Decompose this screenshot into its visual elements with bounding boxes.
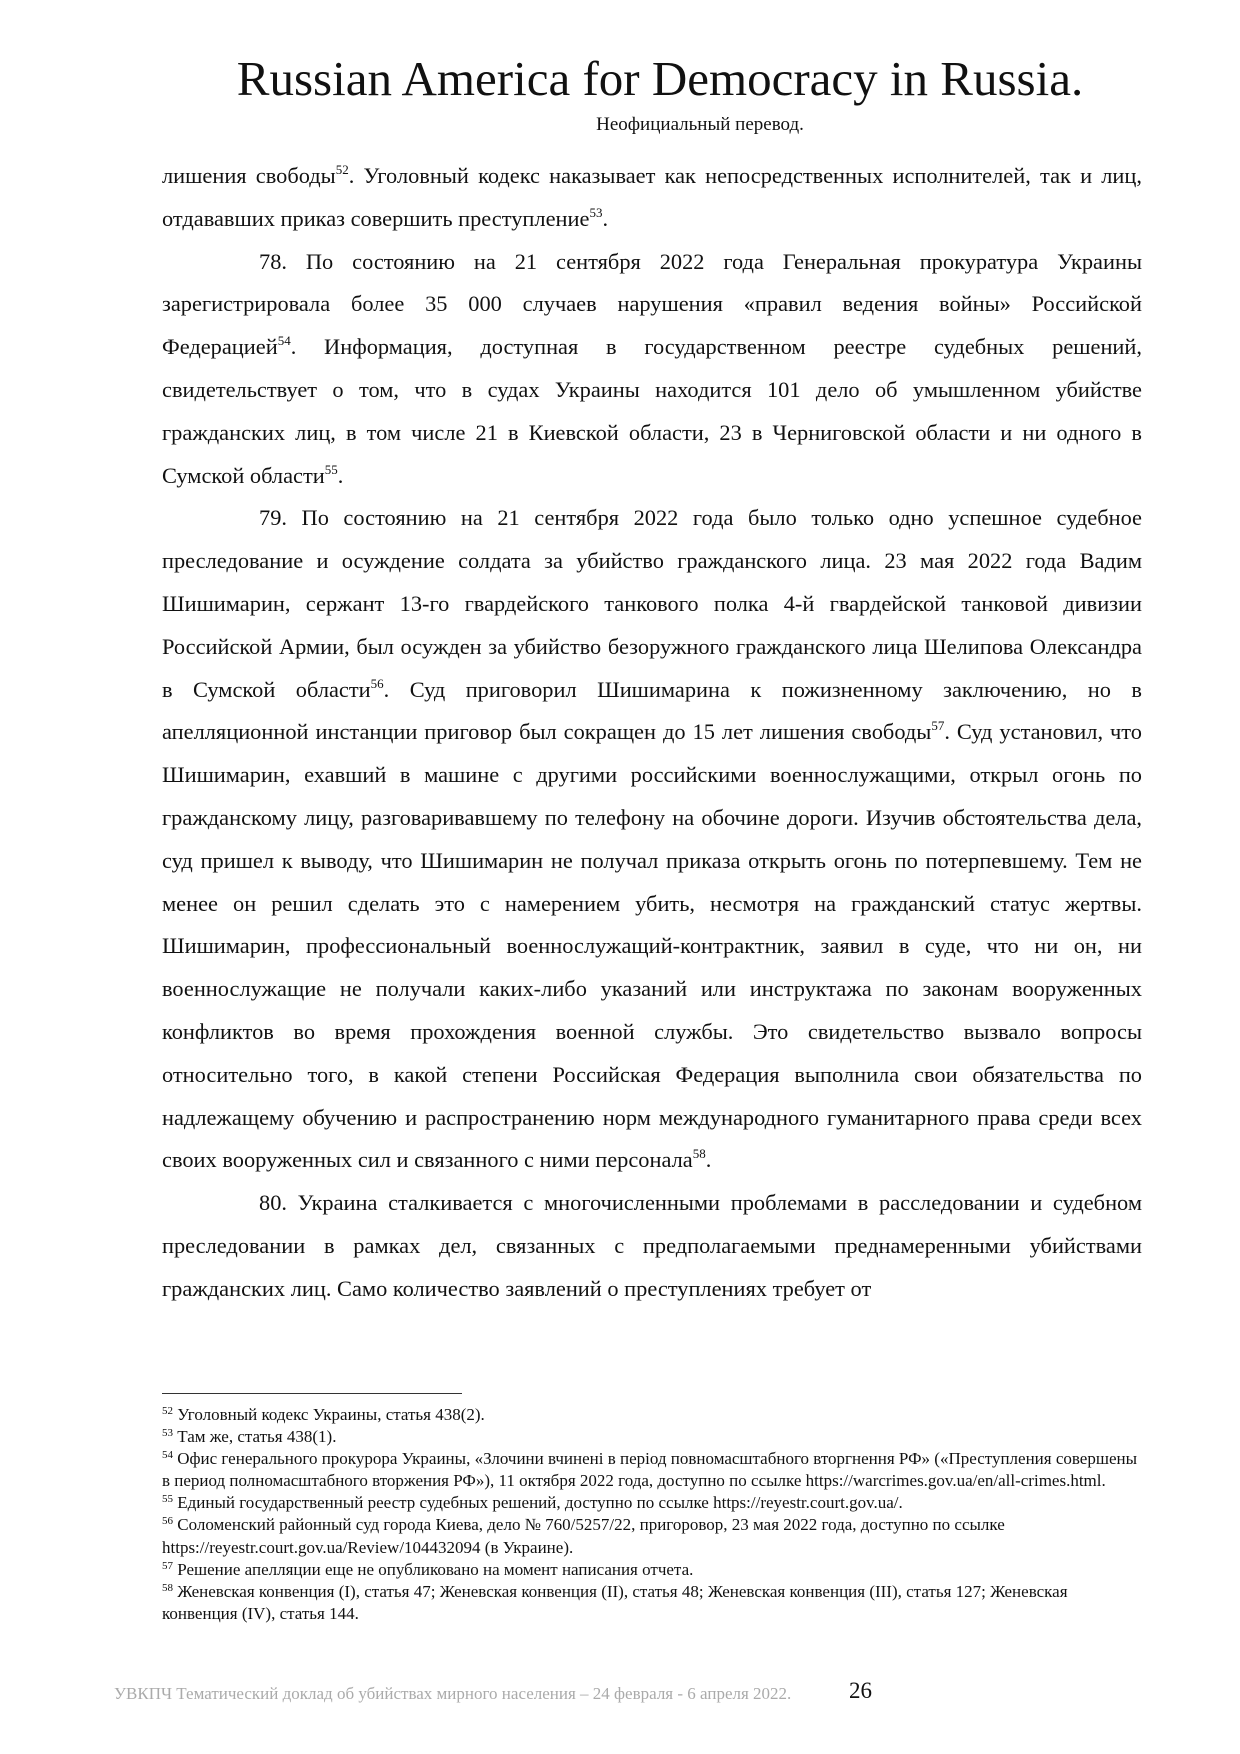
footnote-number: 57: [162, 1559, 173, 1572]
footnote-number: 56: [162, 1515, 173, 1528]
footnote-53: [162, 1426, 1142, 1448]
footnote-ref[interactable]: 57: [931, 718, 945, 734]
footnote-number: 58: [162, 1581, 173, 1594]
page-number: 26: [849, 1678, 872, 1703]
text-run: .: [337, 462, 344, 488]
text-run: . Суд приговорил Шишимарина к пожизненному заключению, но в апелляционной инстанции приговор был сокращен до 15 лет лишения свободы: [162, 676, 1142, 745]
footnote-ref[interactable]: 52: [335, 162, 349, 177]
footnote-ref[interactable]: 53: [589, 204, 603, 220]
footnotes: [162, 1404, 1142, 1625]
paragraph-78: [162, 241, 1142, 498]
footnote-ref[interactable]: 56: [370, 675, 384, 691]
footnote-58: [162, 1581, 1142, 1625]
text-run: лишения свободы: [162, 163, 336, 188]
header-title: Russian America for Democracy in Russia.: [236, 51, 1084, 106]
paragraph-continuation: [162, 155, 1142, 241]
footnote-54: [162, 1448, 1142, 1492]
footnote-separator: [162, 1393, 462, 1394]
footnote-57: [162, 1559, 1142, 1581]
text-run: 78. По состоянию на 21 сентября 2022 года Генеральная прокуратура Украины зарегистрировала более 35 000 случаев нарушения «правил ведения войны» Российской Федерацией: [162, 248, 1142, 360]
body-text: [162, 155, 1142, 1311]
header-subtitle: Неофициальный перевод.: [596, 114, 804, 135]
footnote-text: Там же, статья 438(1).: [177, 1427, 337, 1447]
footnote-text: Уголовный кодекс Украины, статья 438(2).: [177, 1405, 485, 1424]
footnote-text: Единый государственный реестр судебных решений, доступно по ссылке https://reyestr.court.gov.ua/.: [177, 1493, 903, 1513]
text-run: 79. По состоянию на 21 сентября 2022 года было только одно успешное судебное преследование и осуждение солдата за убийство гражданского лица. 23 мая 2022 года Вадим Шишимарин, сержант 13-го гвардейского танкового полка 4-й гвардейской танковой дивизии Российской Армии, был осужден за убийство безоружного гражданского лица Шелипова Олександра в Сумской области: [162, 505, 1142, 702]
footnote-number: 52: [162, 1405, 173, 1417]
footer-text: УВКПЧ Тематический доклад об убийствах мирного населения – 24 февраля - 6 апреля 2022.: [114, 1684, 792, 1703]
footnote-ref[interactable]: 54: [277, 333, 291, 349]
footnote-text: Офис генерального прокурора Украины, «Злочини вчинені в період повномасштабного вторгнення РФ» («Преступления совершены в период полномасштабного вторжения РФ»), 11 октября 2022 года, доступно по ссылке https://warcrimes.gov.ua/en/all-crimes.html.: [162, 1449, 1138, 1491]
footnote-ref[interactable]: 58: [692, 1146, 706, 1162]
footnote-number: 55: [162, 1493, 173, 1506]
footnote-55: [162, 1492, 1142, 1514]
footnote-number: 53: [162, 1427, 173, 1440]
footnote-52: [162, 1404, 1142, 1426]
text-run: . Суд установил, что Шишимарин, ехавший в машине с другими российскими военнослужащими, открыл огонь по гражданскому лицу, разговаривавшему по телефону на обочине дороги. Изучив обстоятельства дела, суд пришел к выводу, что Шишимарин не получал приказа открыть огонь по потерпевшему. Тем не менее он решил сделать это с намерением убить, несмотря на гражданский статус жертвы. Шишимарин, профессиональный военнослужащий-контрактник, заявил в суде, что ни он, ни военнослужащие не получали каких-либо указаний или инструктажа по законам вооруженных конфликтов во время прохождения военной службы. Это свидетельство вызвало вопросы относительно того, в какой степени Российская Федерация выполнила свои обязательства по надлежащему обучению и распространению норм международного гуманитарного права среди всех своих вооруженных сил и связанного с ними персонала: [162, 719, 1142, 1173]
paragraph-79: [162, 497, 1142, 1182]
footnote-text: Женевская конвенция (I), статья 47; Женевская конвенция (II), статья 48; Женевская конвенция (III), статья 127; Женевская конвенция (IV), статья 144.: [162, 1581, 1068, 1623]
footnote-text: Соломенский районный суд города Киева, дело № 760/5257/22, пригоровор, 23 мая 2022 года, доступно по ссылке https://reyestr.court.gov.ua/Review/104432094 (в Украине).: [162, 1515, 1005, 1557]
text-run: . Информация, доступная в государственном реестре судебных решений, свидетельствует о том, что в судах Украины находится 101 дело об умышленном убийстве гражданских лиц, в том числе 21 в Киевской области, 23 в Черниговской области и ни одного в Сумской области: [162, 334, 1142, 488]
footnote-ref[interactable]: 55: [324, 461, 338, 477]
text-run: .: [602, 205, 609, 231]
text-run: . Уголовный кодекс наказывает как непосредственных исполнителей, так и лиц, отдававших приказ совершить преступление: [162, 163, 1142, 231]
text-run: .: [705, 1147, 712, 1173]
footnote-text: Решение апелляции еще не опубликовано на момент написания отчета.: [177, 1559, 694, 1579]
footnote-number: 54: [162, 1449, 173, 1462]
text-run: 80. Украина сталкивается с многочисленными проблемами в расследовании и судебном преследовании в рамках дел, связанных с предполагаемыми преднамеренными убийствами гражданских лиц. Само количество заявлений о преступлениях требует от: [162, 1190, 1142, 1301]
paragraph-80: [162, 1182, 1142, 1310]
footnote-56: [162, 1514, 1142, 1558]
